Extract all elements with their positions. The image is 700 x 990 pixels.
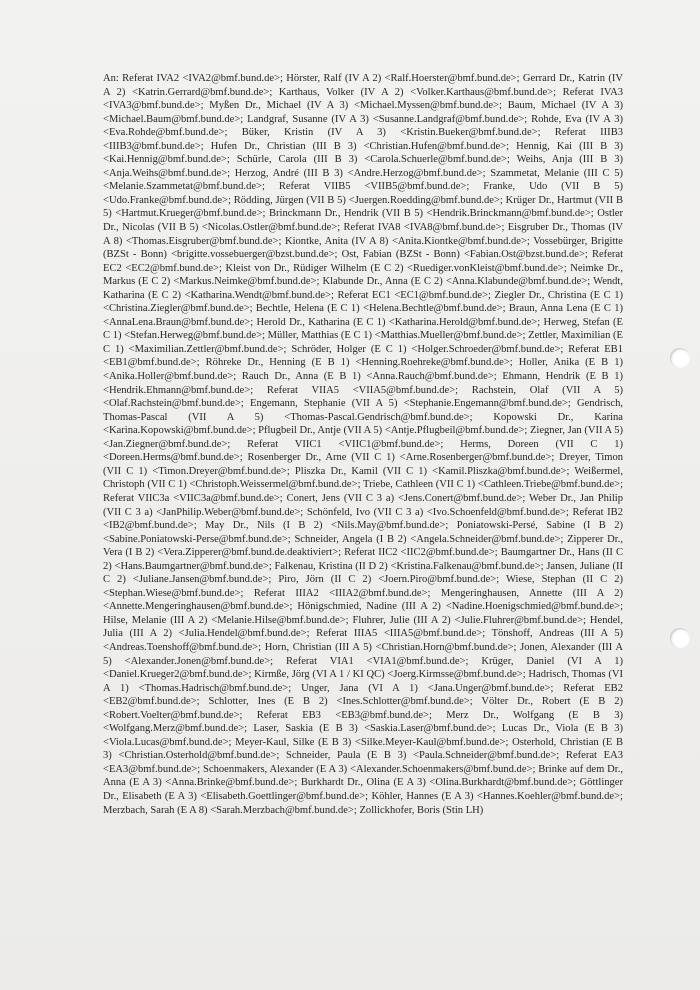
punch-hole (670, 628, 690, 648)
recipient-list: An: Referat IVA2 <IVA2@bmf.bund.de>; Hörster, Ralf (IV A 2) <Ralf.Hoerster@bmf.bund.de>; Gerrard Dr., Katrin (IV A 2) <Katrin.Gerrard@bmf.bund.de>; Karthaus, Volker (IV A 2) <Volker.Karthaus@bmf.bund.de>; Referat IVA3 <IVA3@bmf.bund.de>; Myßen Dr., Michael (IV A 3) <Michael.Myssen@bmf.bund.de>; Baum, Michael (IV A 3) <Michael.Baum@bmf.bund.de>; Landgraf, Susanne (IV A 3) <Susanne.Landgraf@bmf.bund.de>; Rohde, Eva (IV A 3) <Eva.Rohde@bmf.bund.de>; Büker, Kristin (IV A 3) <Kristin.Bueker@bmf.bund.de>; Referat IIIB3 <IIIB3@bmf.bund.de>; Hufen Dr., Christian (III B 3) <Christian.Hufen@bmf.bund.de>; Hennig, Kai (III B 3) <Kai.Hennig@bmf.bund.de>; Schürle, Carola (III B 3) <Carola.Schuerle@bmf.bund.de>; Weihs, Anja (III B 3) <Anja.Weihs@bmf.bund.de>; Herzog, André (III B 3) <Andre.Herzog@bmf.bund.de>; Szammetat, Melanie (III C 5) <Melanie.Szammetat@bmf.bund.de>; Referat VIIB5 <VIIB5@bmf.bund.de>; Franke, Udo (VII B 5) <Udo.Franke@bmf.bund.de>; Rödding, Jürgen (VII B 5) <Juergen.Roedding@bmf.bund.de>; Krüger Dr., Hartmut (VII B 5) <Hartmut.Krueger@bmf.bund.de>; Brinckmann Dr., Hendrik (VII B 5) <Hendrik.Brinckmann@bmf.bund.de>; Ostler Dr., Nicolas (VII B 5) <Nicolas.Ostler@bmf.bund.de>; Referat IVA8 <IVA8@bmf.bund.de>; Eisgruber Dr., Thomas (IV A 8) <Thomas.Eisgruber@bmf.bund.de>; Kiontke, Anita (IV A 8) <Anita.Kiontke@bmf.bund.de>; Vossebürger, Brigitte (BZSt - Bonn) <brigitte.vossebuerger@bzst.bund.de>; Ost, Fabian (BZSt - Bonn) <Fabian.Ost@bzst.bund.de>; Referat EC2 <EC2@bmf.bund.de>; Kleist von Dr., Rüdiger Wilhelm (E C 2) <Ruediger.vonKleist@bmf.bund.de>; Neimke Dr., Markus (E C 2) <Markus.Neimke@bmf.bund.de>; Klabunde Dr., Anna (E C 2) <Anna.Klabunde@bmf.bund.de>; Wendt, Katharina (E C 2) <Katharina.Wendt@bmf.bund.de>; Referat EC1 <EC1@bmf.bund.de>; Ziegler Dr., Christina (E C 1) <Christina.Ziegler@bmf.bund.de>; Bechtle, Helena (E C 1) <Helena.Bechtle@bmf.bund.de>; Braun, Anna Lena (E C 1) <AnnaLena.Braun@bmf.bund.de>; Herold Dr., Katharina (E C 1) <Katharina.Herold@bmf.bund.de>; Herweg, Stefan (E C 1) <Stefan.Herweg@bmf.bund.de>; Müller, Matthias (E C 1) <Matthias.Mueller@bmf.bund.de>; Zettler, Maximilian (E C 1) <Maximilian.Zettler@bmf.bund.de>; Schröder, Holger (E C 1) <Holger.Schroeder@bmf.bund.de>; Referat EB1 <EB1@bmf.bund.de>; Röhreke Dr., Henning (E B 1) <Henning.Roehreke@bmf.bund.de>; Holler, Anika (E B 1) <Anika.Holler@bmf.bund.de>; Rauch Dr., Anna (E B 1) <Anna.Rauch@bmf.bund.de>; Ehmann, Hendrik (E B 1) <Hendrik.Ehmann@bmf.bund.de>; Referat VIIA5 <VIIA5@bmf.bund.de>; Rachstein, Olaf (VII A 5) <Olaf.Rachstein@bmf.bund.de>; Engemann, Stephanie (VII A 5) <Stephanie.Engemann@bmf.bund.de>; Gendrisch, Thomas-Pascal (VII A 5) <Thomas-Pascal.Gendrisch@bmf.bund.de>; Kopowski Dr., Karina <Karina.Kopowski@bmf.bund.de>; Pflugbeil Dr., Antje (VII A 5) <Antje.Pflugbeil@bmf.bund.de>; Ziegner, Jan (VII A 5) <Jan.Ziegner@bmf.bund.de>; Referat VIIC1 <VIIC1@bmf.bund.de>; Herms, Doreen (VII C 1) <Doreen.Herms@bmf.bund.de>; Rosenberger Dr., Arne (VII C 1) <Arne.Rosenberger@bmf.bund.de>; Dreyer, Timon (VII C 1) <Timon.Dreyer@bmf.bund.de>; Pliszka Dr., Kamil (VII C 1) <Kamil.Pliszka@bmf.bund.de>; Weißermel, Christoph (VII C 1) <Christoph.Weissermel@bmf.bund.de>; Triebe, Cathleen (VII C 1) <Cathleen.Triebe@bmf.bund.de>; Referat VIIC3a <VIIC3a@bmf.bund.de>; Conert, Jens (VII C 3 a) <Jens.Conert@bmf.bund.de>; Weber Dr., Jan Philip (VII C 3 a) <JanPhilip.Weber@bmf.bund.de>; Schönfeld, Ivo (VII C 3 a) <Ivo.Schoenfeld@bmf.bund.de>; Referat IB2 <IB2@bmf.bund.de>; May Dr., Nils (I B 2) <Nils.May@bmf.bund.de>; Poniatowski-Persé, Sabine (I B 2) <Sabine.Poniatowski-Perse@bmf.bund.de>; Schneider, Angela (I B 2) <Angela.Schneider@bmf.bund.de>; Zipperer Dr., Vera (I B 2) <Vera.Zipperer@bmf.bund.de.deaktiviert>; Referat IIC2 <IIC2@bmf.bund.de>; Baumgartner Dr., Hans (II C 2) <Hans.Baumgartner@bmf.bund.de>; Falkenau, Kristina (II D 2) <Kristina.Falkenau@bmf.bund.de>; Jansen, Juliane (II C 2) <Juliane.Jansen@bmf.bund.de>; Piro, Jörn (II C 2) <Joern.Piro@bmf.bund.de>; Wiese, Stephan (II C 2) <Stephan.Wiese@bmf.bund.de>; Referat IIIA2 <IIIA2@bmf.bund.de>; Mengeringhausen, Annette (III A 2) <Annette.Mengeringhausen@bmf.bund.de>; Hönigschmied, Nadine (III A 2) <Nadine.Hoenigschmied@bmf.bund.de>; Hilse, Melanie (III A 2) <Melanie.Hilse@bmf.bund.de>; Fluhrer, Julie (III A 2) <Julie.Fluhrer@bmf.bund.de>; Hendel, Julia (III A 2) <Julia.Hendel@bmf.bund.de>; Referat IIIA5 <IIIA5@bmf.bund.de>; Tönshoff, Andreas (III A 5) <Andreas.Toenshoff@bmf.bund.de>; Horn, Christian (III A 5) <Christian.Horn@bmf.bund.de>; Jonen, Alexander (III A 5) <Alexander.Jonen@bmf.bund.de>; Referat VIA1 <VIA1@bmf.bund.de>; Krüger, Daniel (VI A 1) <Daniel.Krueger2@bmf.bund.de>; Kirmße, Jörg (VI A 1 / KI QC) <Joerg.Kirmsse@bmf.bund.de>; Hadrisch, Thomas (VI A 1) <Thomas.Hadrisch@bmf.bund.de>; Unger, Jana (VI A 1) <Jana.Unger@bmf.bund.de>; Referat EB2 <EB2@bmf.bund.de>; Schlotter, Ines (E B 2) <Ines.Schlotter@bmf.bund.de>; Völter Dr., Robert (E B 2) <Robert.Voelter@bmf.bund.de>; Referat EB3 <EB3@bmf.bund.de>; Merz Dr., Wolfgang (E B 3) <Wolfgang.Merz@bmf.bund.de>; Laser, Saskia (E B 3) <Saskia.Laser@bmf.bund.de>; Lucas Dr., Viola (E B 3) <Viola.Lucas@bmf.bund.de>; Meyer-Kaul, Silke (E B 3) <Silke.Meyer-Kaul@bmf.bund.de>; Osterhold, Christian (E B 3) <Christian.Osterhold@bmf.bund.de>; Schneider, Paula (E B 3) <Paula.Schneider@bmf.bund.de>; Referat EA3 <EA3@bmf.bund.de>; Schoenmakers, Alexander (E A 3) <Alexander.Schoenmakers@bmf.bund.de>; Brinke auf dem Dr., Anna (E A 3) <Anna.Brinke@bmf.bund.de>; Burkhardt Dr., Olina (E A 3) <Olina.Burkhardt@bmf.bund.de>; Göttlinger Dr., Elisabeth (E A 3) <Elisabeth.Goettlinger@bmf.bund.de>; Köhler, Hannes (E A 3) <Hannes.Koehler@bmf.bund.de>; Merzbach, Sarah (E A 8) <Sarah.Merzbach@bmf.bund.de>; Zollickhofer, Boris (Stin LH) (103, 73, 623, 816)
punch-hole (670, 348, 690, 368)
